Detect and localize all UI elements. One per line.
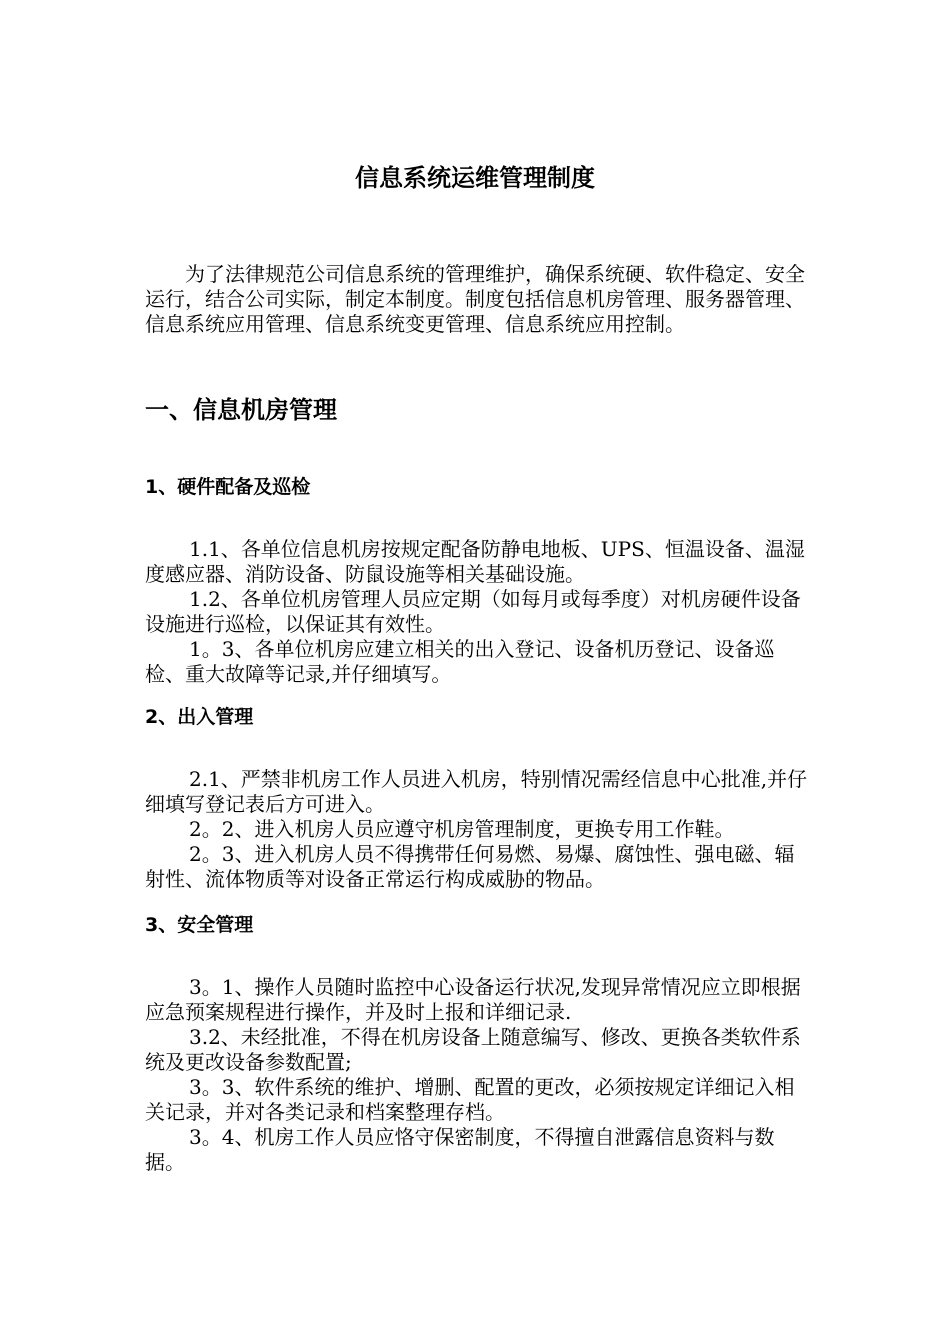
subsection-heading-3: 3、安全管理 (145, 914, 254, 936)
clause-1-1: 1.1、各单位信息机房按规定配备防静电地板、UPS、恒温设备、温湿度感应器、消防设备、防鼠设施等相关基础设施。 (145, 537, 805, 586)
clause-3-1: 3。1、操作人员随时监控中心设备运行状况,发现异常情况应立即根据应急预案规程进行操作，并及时上报和详细记录. (145, 975, 801, 1024)
subsection-heading-2: 2、出入管理 (145, 706, 254, 728)
subsection-body-1 (145, 537, 810, 687)
clause-2-1: 2.1、严禁非机房工作人员进入机房，特别情况需经信息中心批准,并仔细填写登记表后方可进入。 (145, 767, 808, 816)
clause-3-3: 3。3、软件系统的维护、增删、配置的更改，必须按规定详细记入相关记录，并对各类记录和档案整理存档。 (145, 1075, 795, 1124)
subsection-heading-1: 1、硬件配备及巡检 (145, 476, 311, 498)
subsection-body-3 (145, 975, 810, 1175)
subsection-body-2 (145, 767, 810, 892)
clause-1-2: 1.2、各单位机房管理人员应定期（如每月或每季度）对机房硬件设备设施进行巡检，以保证其有效性。 (145, 587, 801, 636)
clause-2-3: 2。3、进入机房人员不得携带任何易燃、易爆、腐蚀性、强电磁、辐射性、流体物质等对设备正常运行构成威胁的物品。 (145, 842, 795, 891)
clause-1-3: 1。3、各单位机房应建立相关的出入登记、设备机历登记、设备巡检、重大故障等记录,并仔细填写。 (145, 637, 775, 686)
clause-3-4: 3。4、机房工作人员应恪守保密制度，不得擅自泄露信息资料与数据。 (145, 1125, 775, 1174)
clause-2-2: 2。2、进入机房人员应遵守机房管理制度，更换专用工作鞋。 (189, 817, 735, 841)
document-title: 信息系统运维管理制度 (355, 164, 595, 192)
clause-3-2: 3.2、未经批准，不得在机房设备上随意编写、修改、更换各类软件系统及更改设备参数配置; (145, 1025, 801, 1074)
section-heading-1: 一、信息机房管理 (145, 396, 337, 424)
intro-paragraph: 为了法律规范公司信息系统的管理维护，确保系统硬、软件稳定、安全运行，结合公司实际，制定本制度。制度包括信息机房管理、服务器管理、信息系统应用管理、信息系统变更管理、信息系统应用控制。 (145, 262, 805, 336)
